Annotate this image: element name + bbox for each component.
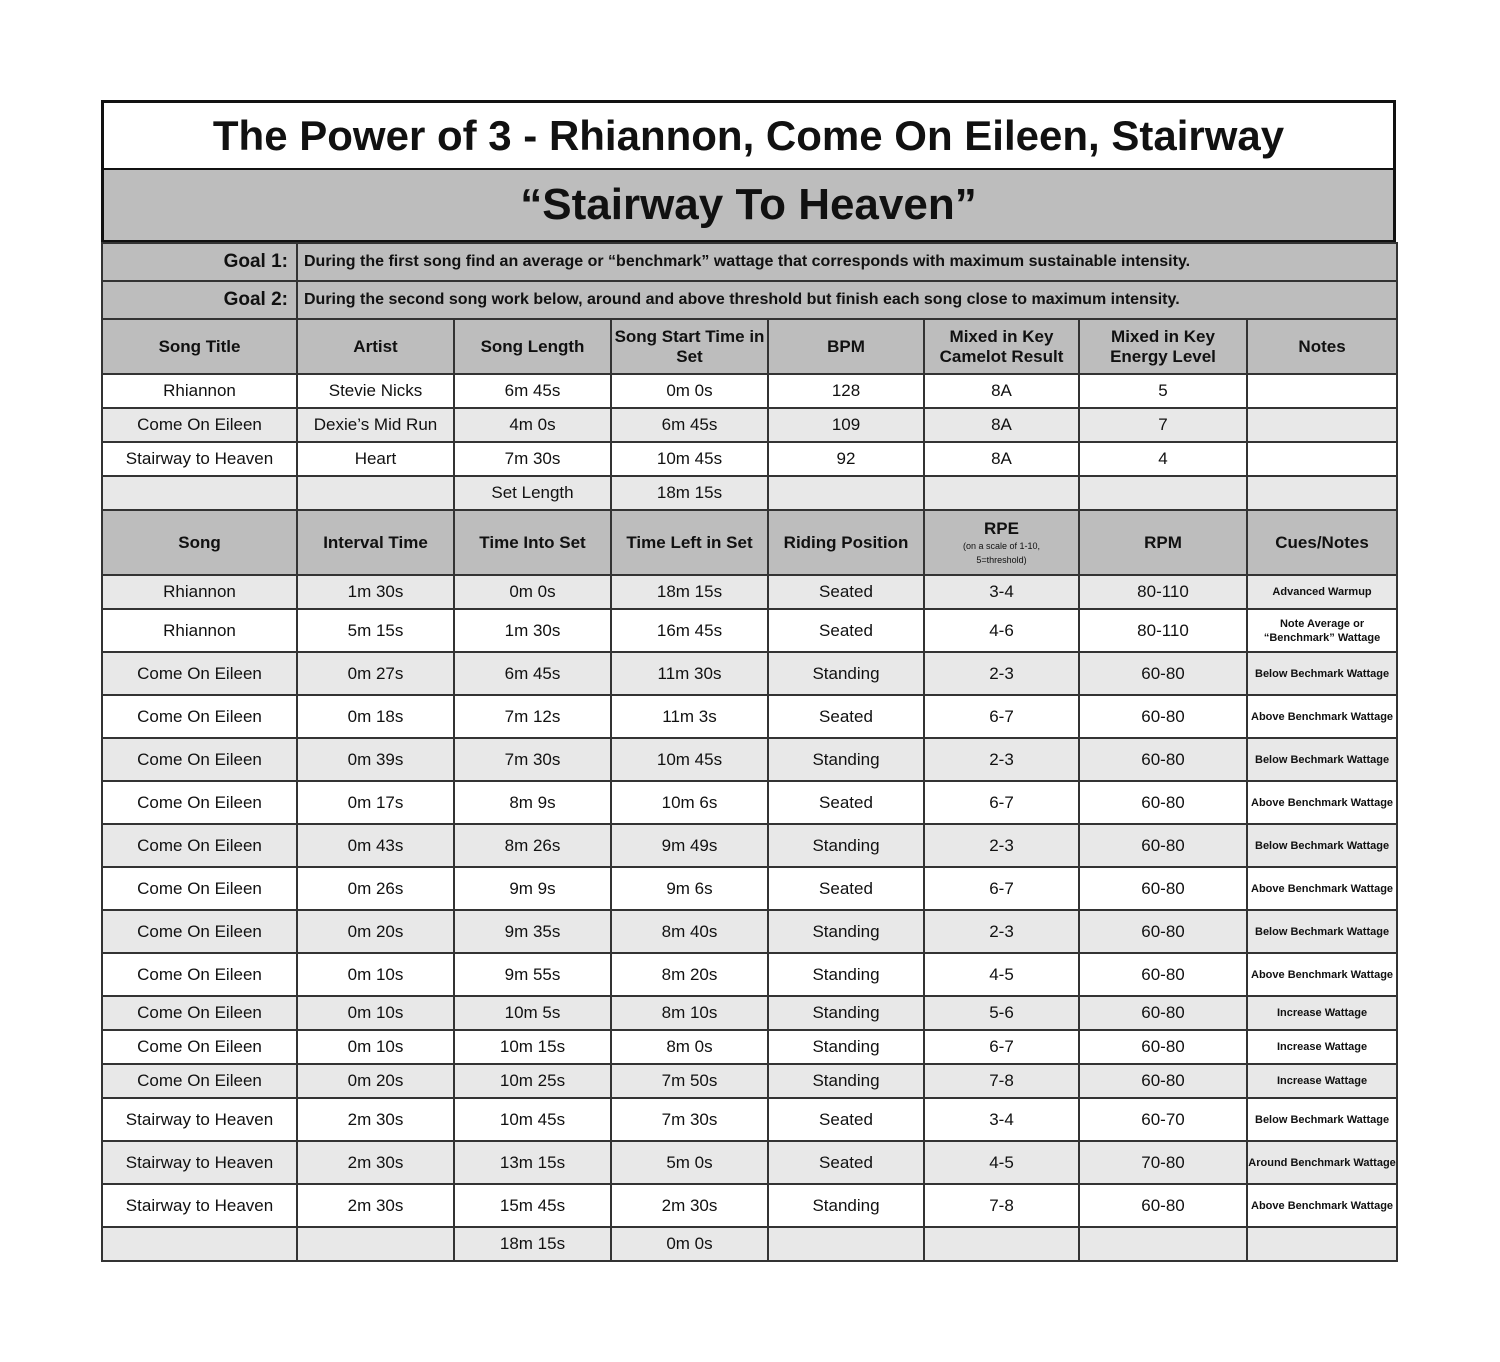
- interval-row: [102, 1064, 1397, 1098]
- song-cell: 92: [768, 442, 924, 476]
- interval-cell: Seated: [768, 1098, 924, 1141]
- interval-cell: 7m 12s: [454, 695, 611, 738]
- interval-cell: 0m 27s: [297, 652, 454, 695]
- interval-cell: 3-4: [924, 575, 1079, 609]
- goal-row: [102, 243, 1397, 281]
- song-cell: 5: [1079, 374, 1247, 408]
- interval-cell: 60-80: [1079, 652, 1247, 695]
- workout-sheet: [101, 100, 1396, 1262]
- cue-note: Above Benchmark Wattage: [1247, 1184, 1397, 1227]
- cue-note: Increase Wattage: [1247, 996, 1397, 1030]
- interval-row: [102, 738, 1397, 781]
- interval-cell: 7-8: [924, 1184, 1079, 1227]
- interval-cell: 2-3: [924, 652, 1079, 695]
- interval-cell: Rhiannon: [102, 609, 297, 652]
- interval-cell: 15m 45s: [454, 1184, 611, 1227]
- cue-note: Note Average or “Benchmark” Wattage: [1247, 609, 1397, 652]
- interval-cell: 11m 3s: [611, 695, 768, 738]
- interval-cell: 6m 45s: [454, 652, 611, 695]
- interval-cell: 60-80: [1079, 1184, 1247, 1227]
- song-cell: Stairway to Heaven: [102, 442, 297, 476]
- interval-cell: Come On Eileen: [102, 824, 297, 867]
- interval-cell: Standing: [768, 1064, 924, 1098]
- song-cell: 6m 45s: [611, 408, 768, 442]
- header-cell: Song Title: [102, 319, 297, 374]
- song-cell: [1247, 374, 1397, 408]
- header-cell: Time Into Set: [454, 510, 611, 575]
- header-cell: [924, 510, 1079, 575]
- song-cell: 7: [1079, 408, 1247, 442]
- set-length-row: [102, 476, 1397, 510]
- goal-row: [102, 281, 1397, 319]
- interval-cell: Come On Eileen: [102, 867, 297, 910]
- interval-cell: 9m 6s: [611, 867, 768, 910]
- interval-cell: 9m 55s: [454, 953, 611, 996]
- interval-cell: Come On Eileen: [102, 1064, 297, 1098]
- header-cell: Song Length: [454, 319, 611, 374]
- interval-cell: 60-80: [1079, 1064, 1247, 1098]
- interval-cell: 0m 26s: [297, 867, 454, 910]
- interval-cell: Come On Eileen: [102, 1030, 297, 1064]
- song-cell: [1247, 442, 1397, 476]
- header-cell: BPM: [768, 319, 924, 374]
- interval-cell: Standing: [768, 1184, 924, 1227]
- final-time-left: 0m 0s: [611, 1227, 768, 1261]
- interval-cell: 60-80: [1079, 824, 1247, 867]
- cue-note: Around Benchmark Wattage: [1247, 1141, 1397, 1184]
- interval-cell: 1m 30s: [297, 575, 454, 609]
- page-title: The Power of 3 - Rhiannon, Come On Eileen, Stairway: [101, 100, 1396, 170]
- interval-cell: Standing: [768, 652, 924, 695]
- song-subtitle: “Stairway To Heaven”: [101, 170, 1396, 242]
- interval-cell: Seated: [768, 867, 924, 910]
- header-cell: RPM: [1079, 510, 1247, 575]
- interval-cell: 7-8: [924, 1064, 1079, 1098]
- interval-row: [102, 575, 1397, 609]
- song-row: [102, 442, 1397, 476]
- cue-note: Above Benchmark Wattage: [1247, 953, 1397, 996]
- interval-row: [102, 867, 1397, 910]
- interval-cell: 0m 39s: [297, 738, 454, 781]
- header-cell: Mixed in Key Camelot Result: [924, 319, 1079, 374]
- interval-cell: Come On Eileen: [102, 738, 297, 781]
- interval-cell: 0m 18s: [297, 695, 454, 738]
- interval-cell: 1m 30s: [454, 609, 611, 652]
- empty-cell: [768, 476, 924, 510]
- plan-table: [101, 242, 1398, 1262]
- header-cell: Notes: [1247, 319, 1397, 374]
- interval-cell: 4-6: [924, 609, 1079, 652]
- song-cell: Rhiannon: [102, 374, 297, 408]
- song-cell: Stevie Nicks: [297, 374, 454, 408]
- interval-cell: 4-5: [924, 953, 1079, 996]
- interval-cell: 8m 10s: [611, 996, 768, 1030]
- interval-cell: 80-110: [1079, 575, 1247, 609]
- empty-cell: [297, 476, 454, 510]
- song-cell: 4: [1079, 442, 1247, 476]
- cue-note: Below Bechmark Wattage: [1247, 1098, 1397, 1141]
- interval-row: [102, 652, 1397, 695]
- interval-cell: 9m 35s: [454, 910, 611, 953]
- song-cell: 6m 45s: [454, 374, 611, 408]
- interval-row: [102, 695, 1397, 738]
- cue-note: Increase Wattage: [1247, 1064, 1397, 1098]
- interval-row: [102, 1030, 1397, 1064]
- interval-cell: 6-7: [924, 695, 1079, 738]
- goal-text: During the first song find an average or “benchmark” wattage that corresponds with maximum sustainable intensity.: [297, 243, 1397, 281]
- interval-cell: Seated: [768, 609, 924, 652]
- rpe-header: RPE: [984, 518, 1019, 538]
- set-length-label: Set Length: [454, 476, 611, 510]
- header-cell: Time Left in Set: [611, 510, 768, 575]
- interval-cell: 60-80: [1079, 781, 1247, 824]
- interval-cell: 10m 25s: [454, 1064, 611, 1098]
- cue-note: Below Bechmark Wattage: [1247, 824, 1397, 867]
- interval-cell: Standing: [768, 738, 924, 781]
- interval-row: [102, 1184, 1397, 1227]
- interval-cell: Stairway to Heaven: [102, 1184, 297, 1227]
- interval-cell: 0m 10s: [297, 953, 454, 996]
- interval-cell: 2m 30s: [297, 1141, 454, 1184]
- interval-cell: 11m 30s: [611, 652, 768, 695]
- interval-row: [102, 910, 1397, 953]
- interval-cell: 8m 40s: [611, 910, 768, 953]
- interval-cell: 2m 30s: [297, 1184, 454, 1227]
- empty-cell: [924, 476, 1079, 510]
- interval-cell: 8m 9s: [454, 781, 611, 824]
- interval-cell: 0m 0s: [454, 575, 611, 609]
- interval-cell: Standing: [768, 824, 924, 867]
- interval-cell: 8m 26s: [454, 824, 611, 867]
- header-cell: Song Start Time in Set: [611, 319, 768, 374]
- interval-cell: Seated: [768, 1141, 924, 1184]
- header-cell: Riding Position: [768, 510, 924, 575]
- interval-row: [102, 781, 1397, 824]
- song-cell: Heart: [297, 442, 454, 476]
- interval-row: [102, 1098, 1397, 1141]
- interval-cell: 0m 10s: [297, 996, 454, 1030]
- interval-cell: Come On Eileen: [102, 953, 297, 996]
- interval-cell: Seated: [768, 575, 924, 609]
- empty-cell: [102, 1227, 297, 1261]
- interval-cell: 18m 15s: [611, 575, 768, 609]
- empty-cell: [1247, 1227, 1397, 1261]
- interval-cell: 0m 10s: [297, 1030, 454, 1064]
- interval-cell: 8m 20s: [611, 953, 768, 996]
- empty-cell: [1079, 1227, 1247, 1261]
- interval-cell: 60-70: [1079, 1098, 1247, 1141]
- interval-cell: 7m 30s: [611, 1098, 768, 1141]
- song-cell: 10m 45s: [611, 442, 768, 476]
- interval-cell: 8m 0s: [611, 1030, 768, 1064]
- interval-cell: 60-80: [1079, 953, 1247, 996]
- interval-cell: Rhiannon: [102, 575, 297, 609]
- interval-cell: Come On Eileen: [102, 910, 297, 953]
- interval-cell: 0m 43s: [297, 824, 454, 867]
- interval-cell: 5-6: [924, 996, 1079, 1030]
- cue-note: Increase Wattage: [1247, 1030, 1397, 1064]
- interval-cell: 10m 15s: [454, 1030, 611, 1064]
- interval-cell: 2-3: [924, 824, 1079, 867]
- cue-note: Above Benchmark Wattage: [1247, 695, 1397, 738]
- interval-cell: 60-80: [1079, 910, 1247, 953]
- song-cell: 128: [768, 374, 924, 408]
- interval-cell: 3-4: [924, 1098, 1079, 1141]
- interval-cell: 6-7: [924, 867, 1079, 910]
- cue-note: Above Benchmark Wattage: [1247, 781, 1397, 824]
- header-cell: Song: [102, 510, 297, 575]
- cue-note: Below Bechmark Wattage: [1247, 652, 1397, 695]
- interval-row: [102, 824, 1397, 867]
- song-cell: Dexie’s Mid Run: [297, 408, 454, 442]
- interval-cell: 5m 0s: [611, 1141, 768, 1184]
- song-cell: 8A: [924, 408, 1079, 442]
- interval-cell: 7m 50s: [611, 1064, 768, 1098]
- interval-cell: 6-7: [924, 1030, 1079, 1064]
- interval-cell: 10m 6s: [611, 781, 768, 824]
- interval-cell: 10m 45s: [454, 1098, 611, 1141]
- interval-cell: Standing: [768, 910, 924, 953]
- interval-cell: Standing: [768, 996, 924, 1030]
- interval-cell: Standing: [768, 953, 924, 996]
- songs-header-row: [102, 319, 1397, 374]
- interval-cell: 4-5: [924, 1141, 1079, 1184]
- interval-cell: 13m 15s: [454, 1141, 611, 1184]
- final-time-into-set: 18m 15s: [454, 1227, 611, 1261]
- interval-cell: 9m 49s: [611, 824, 768, 867]
- interval-cell: 0m 17s: [297, 781, 454, 824]
- interval-cell: 0m 20s: [297, 1064, 454, 1098]
- interval-cell: 2m 30s: [297, 1098, 454, 1141]
- interval-cell: 10m 45s: [611, 738, 768, 781]
- interval-cell: 60-80: [1079, 738, 1247, 781]
- interval-cell: 0m 20s: [297, 910, 454, 953]
- interval-cell: Seated: [768, 781, 924, 824]
- interval-cell: Stairway to Heaven: [102, 1098, 297, 1141]
- interval-cell: 2-3: [924, 910, 1079, 953]
- goal-text: During the second song work below, around and above threshold but finish each song close to maximum intensity.: [297, 281, 1397, 319]
- interval-cell: 60-80: [1079, 996, 1247, 1030]
- cue-note: Below Bechmark Wattage: [1247, 910, 1397, 953]
- interval-cell: 2-3: [924, 738, 1079, 781]
- song-cell: 7m 30s: [454, 442, 611, 476]
- song-cell: 109: [768, 408, 924, 442]
- set-length-value: 18m 15s: [611, 476, 768, 510]
- cue-note: Below Bechmark Wattage: [1247, 738, 1397, 781]
- goal-label: Goal 2:: [102, 281, 297, 319]
- empty-cell: [768, 1227, 924, 1261]
- interval-row: [102, 953, 1397, 996]
- interval-cell: 9m 9s: [454, 867, 611, 910]
- header-cell: Cues/Notes: [1247, 510, 1397, 575]
- interval-cell: 60-80: [1079, 695, 1247, 738]
- song-cell: 8A: [924, 442, 1079, 476]
- interval-cell: Come On Eileen: [102, 781, 297, 824]
- interval-cell: 80-110: [1079, 609, 1247, 652]
- header-cell: Artist: [297, 319, 454, 374]
- header-cell: Mixed in Key Energy Level: [1079, 319, 1247, 374]
- empty-cell: [924, 1227, 1079, 1261]
- interval-cell: 2m 30s: [611, 1184, 768, 1227]
- interval-cell: 60-80: [1079, 867, 1247, 910]
- interval-cell: 6-7: [924, 781, 1079, 824]
- song-cell: [1247, 408, 1397, 442]
- interval-cell: Come On Eileen: [102, 695, 297, 738]
- intervals-header-row: [102, 510, 1397, 575]
- empty-cell: [102, 476, 297, 510]
- interval-row: [102, 996, 1397, 1030]
- interval-cell: 5m 15s: [297, 609, 454, 652]
- rpe-threshold-note: 5=threshold): [976, 554, 1027, 565]
- interval-cell: Stairway to Heaven: [102, 1141, 297, 1184]
- cue-note: Advanced Warmup: [1247, 575, 1397, 609]
- song-cell: 8A: [924, 374, 1079, 408]
- interval-cell: 10m 5s: [454, 996, 611, 1030]
- interval-row: [102, 609, 1397, 652]
- interval-cell: Seated: [768, 695, 924, 738]
- interval-row: [102, 1141, 1397, 1184]
- song-cell: 4m 0s: [454, 408, 611, 442]
- interval-cell: Standing: [768, 1030, 924, 1064]
- interval-cell: Come On Eileen: [102, 652, 297, 695]
- empty-cell: [1079, 476, 1247, 510]
- empty-cell: [297, 1227, 454, 1261]
- interval-cell: 7m 30s: [454, 738, 611, 781]
- interval-cell: 16m 45s: [611, 609, 768, 652]
- song-cell: 0m 0s: [611, 374, 768, 408]
- song-row: [102, 374, 1397, 408]
- song-cell: Come On Eileen: [102, 408, 297, 442]
- final-row: [102, 1227, 1397, 1261]
- song-row: [102, 408, 1397, 442]
- interval-cell: 70-80: [1079, 1141, 1247, 1184]
- rpe-scale-note: (on a scale of 1-10,: [962, 540, 1041, 551]
- header-cell: Interval Time: [297, 510, 454, 575]
- empty-cell: [1247, 476, 1397, 510]
- interval-cell: Come On Eileen: [102, 996, 297, 1030]
- interval-cell: 60-80: [1079, 1030, 1247, 1064]
- goal-label: Goal 1:: [102, 243, 297, 281]
- cue-note: Above Benchmark Wattage: [1247, 867, 1397, 910]
